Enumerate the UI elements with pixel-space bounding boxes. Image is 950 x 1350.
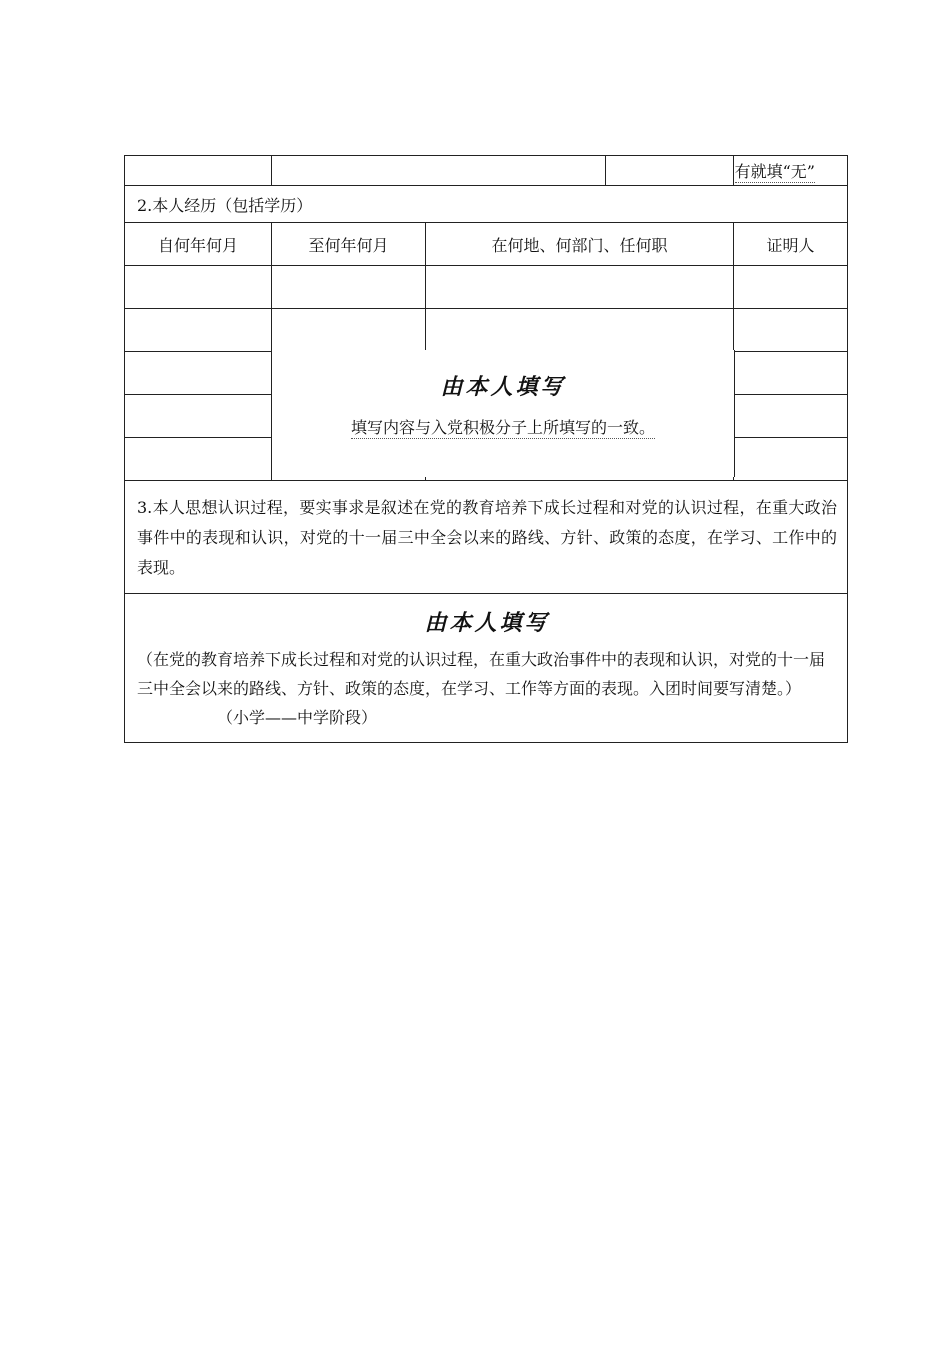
fill-by-self-stamp: 由本人填写	[440, 375, 566, 400]
section2-hint: 填写内容与入党积极分子上所填写的一致。	[350, 418, 655, 437]
cell-witness[interactable]	[734, 352, 848, 395]
cell-to[interactable]	[272, 309, 426, 352]
section3-stage: （小学——中学阶段）	[217, 708, 378, 727]
section2-header-row	[125, 223, 848, 266]
cell-blank[interactable]	[272, 156, 606, 186]
cell-witness[interactable]	[734, 309, 848, 352]
section3-title: 3.本人思想认识过程，要实事求是叙述在党的教育培养下成长过程和对党的认识过程，在重大政治事件中的表现和认识，对党的十一届三中全会以来的路线、方针、政策的态度，在学习、工作中的表现。	[125, 481, 848, 594]
cell-blank[interactable]	[125, 156, 272, 186]
cell-from[interactable]	[125, 352, 272, 395]
cell-witness[interactable]	[734, 266, 848, 309]
col-from-date: 自何年何月	[125, 223, 272, 266]
cell-place[interactable]	[426, 266, 734, 309]
cell-to[interactable]	[272, 266, 426, 309]
cell-from[interactable]	[125, 438, 272, 481]
col-witness: 证明人	[734, 223, 848, 266]
col-to-date: 至何年何月	[272, 223, 426, 266]
cell-from[interactable]	[125, 395, 272, 438]
table-row	[125, 309, 848, 352]
cell-blank[interactable]	[606, 156, 734, 186]
section3-desc: （在党的教育培养下成长过程和对党的认识过程，在重大政治事件中的表现和认识，对党的十一届三中全会以来的路线、方针、政策的态度，在学习、工作等方面的表现。入团时间要写清楚。）	[137, 650, 826, 698]
table-row	[125, 266, 848, 309]
cell-from[interactable]	[125, 266, 272, 309]
section3-instructions	[137, 645, 837, 732]
cell-witness[interactable]	[734, 395, 848, 438]
section2-title: 2.本人经历（包括学历）	[125, 186, 848, 223]
previous-row	[125, 156, 848, 186]
cell-from[interactable]	[125, 309, 272, 352]
col-place-dept-position: 在何地、何部门、任何职	[426, 223, 734, 266]
application-form	[124, 155, 847, 743]
cell-witness[interactable]	[734, 438, 848, 481]
section3-fill-area[interactable]	[125, 594, 848, 743]
section2-instruction-box	[271, 350, 735, 477]
fill-by-self-stamp: 由本人填写	[424, 611, 550, 636]
cell-place[interactable]	[426, 309, 734, 352]
fill-none-note: 有就填“无”	[734, 156, 848, 186]
